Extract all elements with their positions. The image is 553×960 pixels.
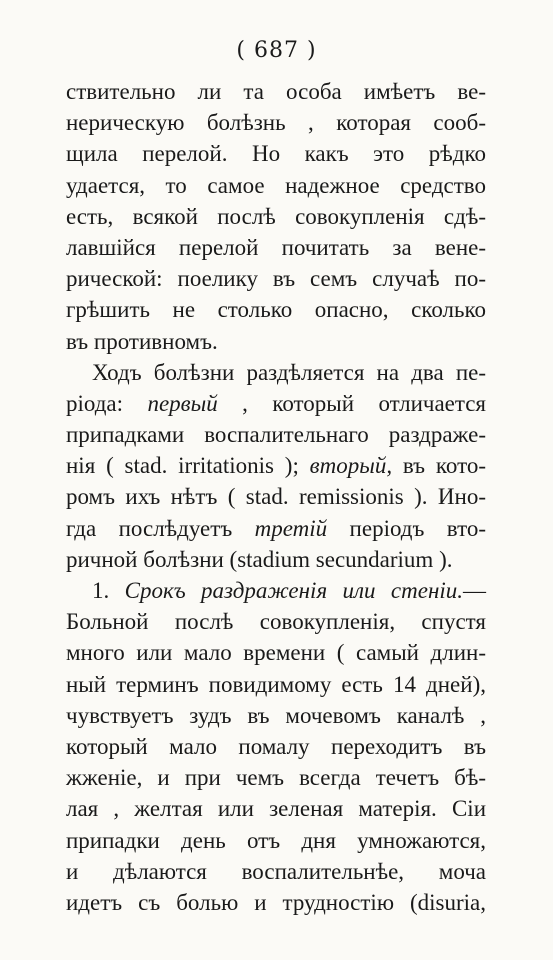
text-line	[66, 450, 486, 481]
text-line: удается, то самое надежное средство	[66, 172, 486, 198]
text-line: лая , желтая или зеленая матерія. Сіи	[66, 796, 486, 822]
text-run: —	[463, 578, 486, 603]
text-line: нерическую болѣзнь , которая сооб-	[66, 110, 486, 136]
text-line	[66, 513, 486, 544]
text-line: Ходъ болѣзни раздѣляется на два пе-	[92, 359, 486, 385]
text-run: , который отличается	[217, 390, 487, 416]
text-line: припадками воспалительнаго раздраже-	[66, 422, 486, 448]
text-line: есть, всякой послѣ совокупленія сдѣ-	[66, 203, 486, 229]
text-line: Больной послѣ совокупленія, спустя	[66, 609, 486, 635]
italic-phrase: первый	[147, 390, 218, 416]
text-line: припадки день отъ дня умножаются,	[66, 827, 486, 853]
text-line	[66, 388, 486, 419]
text-line: въ противномъ.	[66, 328, 218, 354]
text-line: щила перелой. Но какъ это рѣдко	[66, 141, 486, 167]
italic-phrase: третій	[254, 515, 328, 541]
page-number: ( 687 )	[236, 38, 317, 63]
text-run: періодъ вто-	[327, 515, 486, 541]
italic-phrase: вторый,	[309, 453, 393, 479]
text-run: ріода:	[66, 390, 148, 416]
text-line: идетъ съ болью и трудностію (disuria,	[66, 889, 486, 915]
text-line: много или мало времени ( самый длин-	[66, 640, 486, 666]
text-line: грѣшить не столько опасно, сколько	[66, 297, 486, 323]
text-line: рической: поелику въ семъ случаѣ по-	[66, 266, 486, 292]
text-line	[66, 575, 486, 606]
text-line: ствительно ли та особа имѣетъ ве-	[66, 79, 486, 104]
text-line: жженіе, и при чемъ всегда течетъ бѣ-	[66, 765, 486, 791]
body-text	[66, 76, 486, 918]
text-run: нія ( stad. irritationis );	[66, 453, 310, 479]
text-line: ромъ ихъ нѣтъ ( stad. remissionis ). Ино-	[66, 484, 486, 510]
text-run: 1.	[92, 578, 125, 603]
text-line: который мало помалу переходитъ въ	[66, 733, 486, 759]
text-run: гда послѣдуетъ	[66, 515, 255, 541]
text-line: лавшійся перелой почитать за вене-	[66, 234, 486, 260]
text-run: въ кото-	[392, 453, 486, 479]
text-line: ричной болѣзни (stadium secundarium ).	[66, 546, 453, 572]
text-line: и дѣлаются воспалительнѣе, моча	[66, 858, 486, 884]
text-line: ный терминъ повидимому есть 14 дней),	[66, 671, 486, 697]
italic-phrase: Срокъ раздраженія или стеніи.	[124, 578, 463, 603]
text-line: чувствуетъ зудъ въ мочевомъ каналѣ ,	[66, 702, 486, 728]
